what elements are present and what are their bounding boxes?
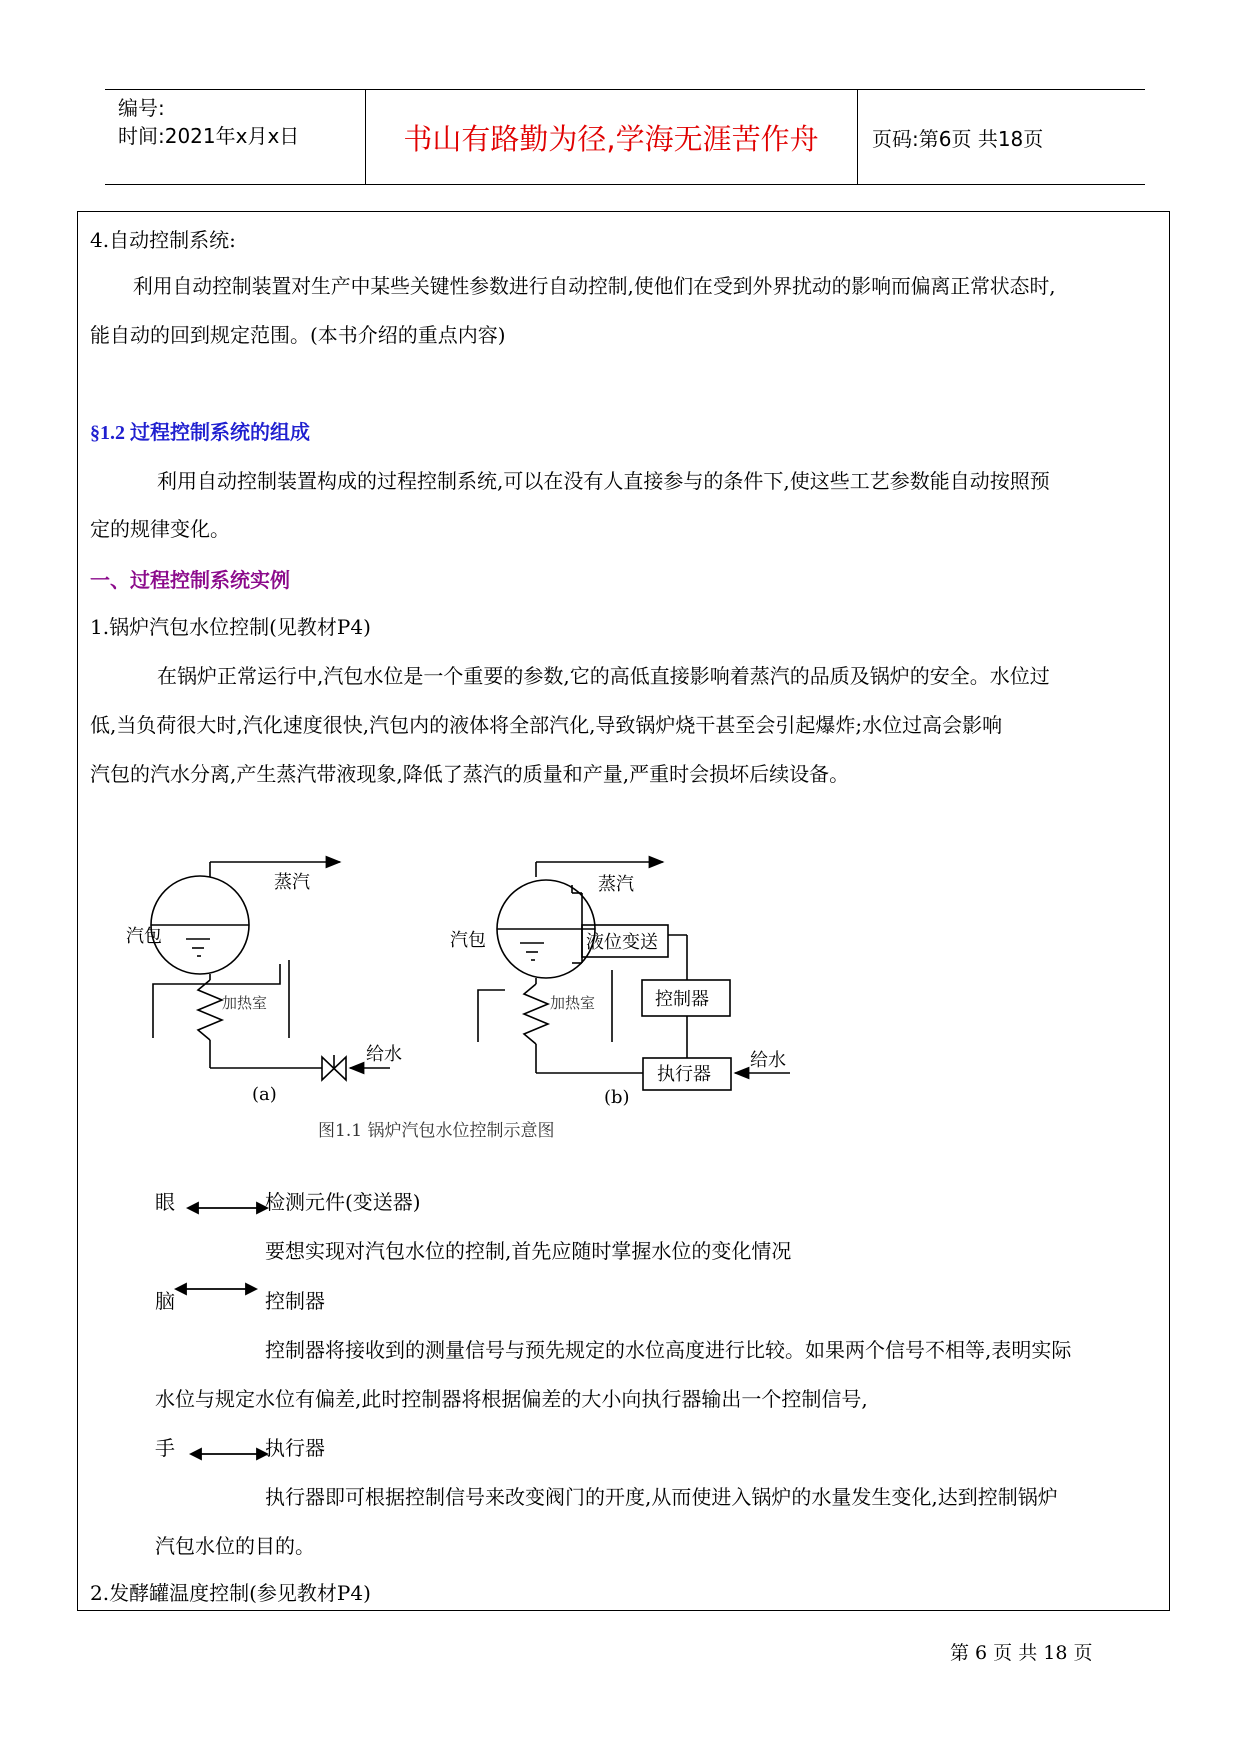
arrow-head — [176, 1284, 186, 1294]
label-steam-b: 蒸汽 — [598, 874, 634, 895]
section4-title: 4.自动控制系统: — [90, 228, 236, 252]
label-heating-b: 加热室 — [550, 994, 596, 1012]
heating-coil-b — [524, 984, 548, 1044]
label-controller: 控制器 — [655, 989, 709, 1010]
label-heating-a: 加热室 — [222, 994, 268, 1012]
section12-para-line2: 定的规律变化。 — [90, 517, 230, 541]
analogy-brain-desc-line2: 水位与规定水位有偏差,此时控制器将根据偏差的大小向执行器输出一个控制信号, — [155, 1387, 868, 1411]
label-steam-a: 蒸汽 — [274, 872, 310, 893]
analogy-hand-desc-line1: 执行器即可根据控制信号来改变阀门的开度,从而使进入锅炉的水量发生变化,达到控制锅炉 — [265, 1485, 1058, 1509]
item1-para-line1: 在锅炉正常运行中,汽包水位是一个重要的参数,它的高低直接影响着蒸汽的品质及锅炉的安全。水位过 — [157, 664, 1050, 688]
label-actuator: 执行器 — [657, 1064, 711, 1085]
header-motto: 书山有路勤为径,学海无涯苦作舟 — [403, 121, 819, 156]
analogy-brain-desc-line1: 控制器将接收到的测量信号与预先规定的水位高度进行比较。如果两个信号不相等,表明实际 — [265, 1338, 1072, 1362]
label-drum-b: 汽包 — [450, 930, 486, 951]
item1-title: 1.锅炉汽包水位控制(见教材P4) — [90, 615, 371, 639]
section12-heading: §1.2 过程控制系统的组成 — [90, 422, 310, 444]
label-transmitter: 液位变送 — [586, 932, 658, 953]
section4-para-line1: 利用自动控制装置对生产中某些关键性参数进行自动控制,使他们在受到外界扰动的影响而偏离正常状态时, — [133, 275, 1056, 298]
header-page-info: 页码:第6页 共18页 — [872, 126, 1044, 151]
item1-para-line2: 低,当负荷很大时,汽化速度很快,汽包内的液体将全部汽化,导致锅炉烧干甚至会引起爆炸;水位过高会影响 — [90, 713, 1003, 737]
arrow-head — [188, 1203, 198, 1213]
arrow-head — [246, 1284, 256, 1294]
figure-caption: 图1.1 锅炉汽包水位控制示意图 — [318, 1121, 555, 1141]
number-label: 编号: — [118, 96, 165, 120]
label-feedwater-a: 给水 — [366, 1044, 402, 1065]
time-label: 时间:2021年x月x日 — [118, 124, 300, 148]
heating-coil-a — [198, 980, 222, 1040]
analogy-eye-desc: 要想实现对汽包水位的控制,首先应随时掌握水位的变化情况 — [265, 1239, 792, 1263]
heating-chamber-b-wall — [478, 990, 505, 1042]
caption-b: (b) — [604, 1087, 630, 1108]
arrow-head — [191, 1449, 201, 1459]
label-drum-a: 汽包 — [126, 926, 162, 947]
example-heading: 一、过程控制系统实例 — [90, 568, 290, 592]
caption-a: (a) — [252, 1084, 277, 1105]
analogy-hand-term: 执行器 — [265, 1436, 325, 1460]
analogy-eye: 眼 — [155, 1190, 175, 1214]
section12-para-line1: 利用自动控制装置构成的过程控制系统,可以在没有人直接参与的条件下,使这些工艺参数能自动按照预 — [157, 469, 1050, 493]
item1-para-line3: 汽包的汽水分离,产生蒸汽带液现象,降低了蒸汽的质量和产量,严重时会损坏后续设备。 — [90, 762, 850, 786]
analogy-brain: 脑 — [155, 1289, 175, 1313]
analogy-hand: 手 — [155, 1436, 175, 1460]
item2-title: 2.发酵罐温度控制(参见教材P4) — [90, 1581, 371, 1605]
page-footer: 第 6 页 共 18 页 — [950, 1642, 1093, 1664]
analogy-eye-term: 检测元件(变送器) — [265, 1190, 421, 1214]
label-feedwater-b: 给水 — [750, 1050, 786, 1071]
section4-para-line2: 能自动的回到规定范围。(本书介绍的重点内容) — [90, 323, 506, 347]
analogy-brain-term: 控制器 — [265, 1289, 325, 1313]
analogy-hand-desc-line2: 汽包水位的目的。 — [155, 1534, 315, 1558]
